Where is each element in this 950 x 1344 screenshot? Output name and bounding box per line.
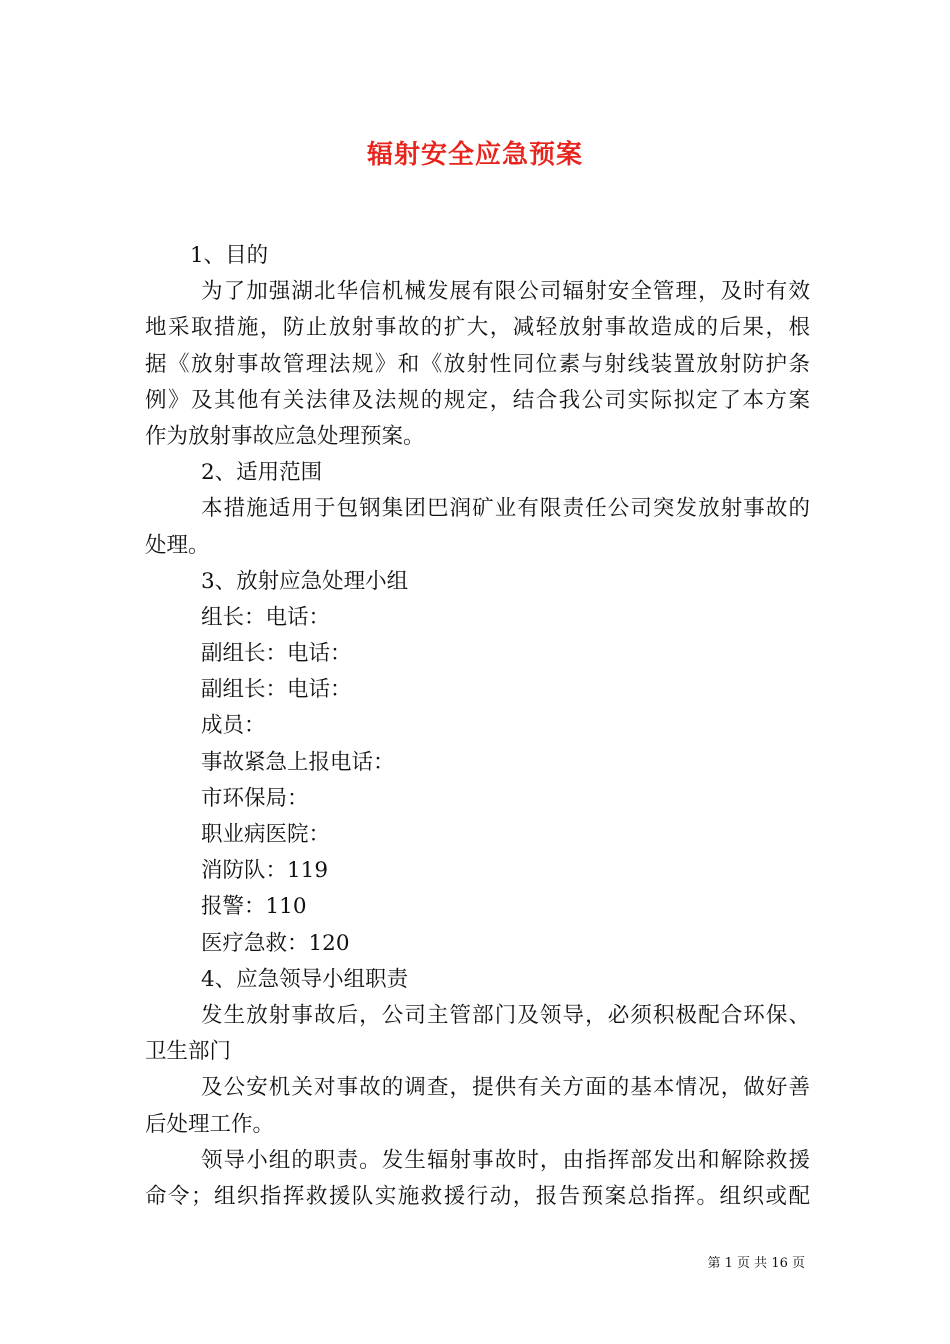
paragraph-line: 及公安机关对事故的调查，提供有关方面的基本情况，做好善 bbox=[201, 1075, 810, 1101]
section-heading-purpose: 1、目的 bbox=[190, 243, 269, 268]
paragraph-line: 命令；组织指挥救援队实施救援行动，报告预案总指挥。组织或配 bbox=[145, 1183, 810, 1209]
paragraph-line: 据《放射事故管理法规》和《放射性同位素与射线装置放射防护条 bbox=[145, 351, 810, 377]
paragraph-line: 领导小组的职责。发生辐射事故时，由指挥部发出和解除救援 bbox=[201, 1147, 810, 1173]
emergency-phone-heading: 事故紧急上报电话： bbox=[201, 749, 395, 775]
paragraph-line: 本措施适用于包钢集团巴润矿业有限责任公司突发放射事故的 bbox=[201, 496, 810, 522]
section-heading-duties: 4、应急领导小组职责 bbox=[201, 966, 409, 992]
deputy-leader-line: 副组长：电话： bbox=[201, 677, 352, 703]
members-line: 成员： bbox=[201, 713, 266, 739]
team-leader-line: 组长：电话： bbox=[201, 604, 331, 630]
ambulance-line: 医疗急救：120 bbox=[201, 930, 350, 956]
paragraph-line: 例》及其他有关法律及法规的规定，结合我公司实际拟定了本方案 bbox=[145, 387, 810, 413]
paragraph-line: 发生放射事故后，公司主管部门及领导，必须积极配合环保、 bbox=[201, 1002, 810, 1028]
paragraph-line: 地采取措施，防止放射事故的扩大，减轻放射事故造成的后果，根 bbox=[145, 315, 810, 341]
paragraph-line: 处理。 bbox=[145, 532, 210, 558]
paragraph-line: 卫生部门 bbox=[145, 1039, 232, 1065]
page-number: 第 1 页 共 16 页 bbox=[707, 1256, 805, 1271]
section-heading-response-team: 3、放射应急处理小组 bbox=[201, 568, 409, 594]
deputy-leader-line: 副组长：电话： bbox=[201, 641, 352, 667]
section-heading-scope: 2、适用范围 bbox=[201, 460, 323, 486]
paragraph-line: 后处理工作。 bbox=[145, 1111, 275, 1137]
police-line: 报警：110 bbox=[201, 894, 307, 920]
document-title: 辐射安全应急预案 bbox=[366, 140, 583, 170]
fire-dept-line: 消防队：119 bbox=[201, 858, 329, 884]
hospital-line: 职业病医院： bbox=[201, 822, 331, 847]
env-bureau-line: 市环保局： bbox=[201, 785, 309, 811]
document-body bbox=[145, 238, 810, 1215]
paragraph-line: 作为放射事故应急处理预案。 bbox=[145, 423, 425, 449]
paragraph-line: 为了加强湖北华信机械发展有限公司辐射安全管理，及时有效 bbox=[201, 279, 810, 305]
